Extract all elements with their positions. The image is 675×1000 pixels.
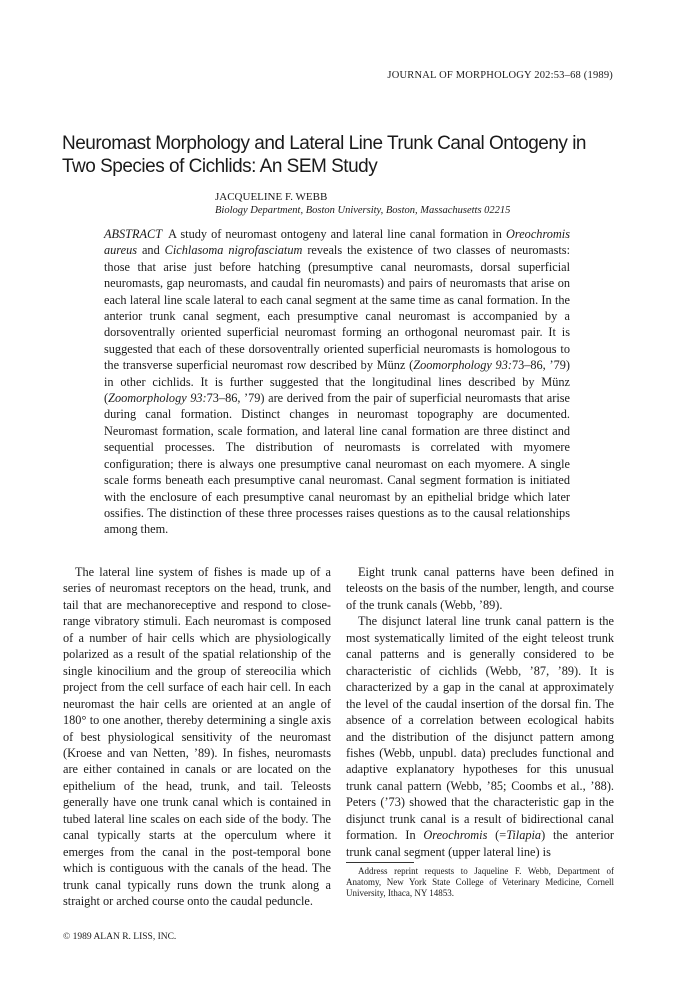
abstract-label: ABSTRACT — [104, 227, 163, 241]
species-name: Oreochromis aureus — [104, 227, 570, 258]
journal-header: JOURNAL OF MORPHOLOGY 202:53–68 (1989) — [387, 70, 613, 81]
body-paragraph: The lateral line system of fishes is made up of a series of neuromast receptors on the head, trunk, and tail that are mechanoreceptive and respond to close-range vibratory stimuli. Each neuromast is composed of a number of hair cells which are physiologically polarized as a result of the spatial relationship of the single kinocilium and the group of stereocilia which project from the cell surface of each hair cell. In each neuromast the hair cells are oriented at an angle of 180° to one another, thereby determining a single axis of best physiological sensitivity of the neuromast (Kroese and van Netten, ’89). In fishes, neuromasts are either contained in canals or are located on the epithelium of the head, trunk, and tail. Teleosts generally have one trunk canal which is contained in tubed lateral line scales on each side of the body. The canal typically starts at the operculum where it emerges from the canal in the post-temporal bone which is contiguous with the canals of the head. The trunk canal typically runs down the trunk along a straight or arched course onto the caudal peduncle. — [63, 565, 331, 909]
abstract-text: 73–86, ’79) are derived from the pair of superficial neuromasts that arise during canal formation. Distinct changes in neuromast topography are documented. Neuromast formation, scale formation, and lateral line canal formation are three distinct and sequential processes. The distribution of neuromasts is correlated with myomere configuration; there is always one presumptive canal neuromast on each myomere. A single scale forms beneath each presumptive canal neuromast. Canal segment formation is initiated with the enclosure of each presumptive canal neuromast by an epithelial bridge which later ossifies. The distinction of these three processes raises questions as to the causal relationships among them. — [104, 391, 570, 537]
body-paragraph: Eight trunk canal patterns have been defined in teleosts on the basis of the number, length, and course of the trunk canals (Webb, ’89). — [346, 565, 614, 612]
abstract — [104, 226, 570, 538]
body-column-left — [63, 564, 331, 910]
author-name: JACQUELINE F. WEBB — [215, 191, 328, 203]
abstract-text: 73–86, ’79) in other cichlids. It is further suggested that the longitudinal lines described by Münz ( — [104, 358, 570, 406]
genus-name: Oreochromis — [423, 828, 488, 843]
citation-journal: Zoomorphology 93: — [108, 391, 207, 406]
author-affiliation: Biology Department, Boston University, Boston, Massachusetts 02215 — [215, 205, 511, 216]
abstract-text: and — [137, 243, 165, 258]
body-text: ) the anterior trunk canal segment (upper lateral line) is — [346, 828, 614, 859]
abstract-text: reveals the existence of two classes of neuromasts: those that arise just before hatching (presumptive canal neuromasts, dorsal superficial neuromasts, gap neuromasts, and caudal fin neuromasts) and pairs of neuromasts that arise on each lateral line scale lateral to each canal segment at the same time as canal formation. In the anterior trunk canal segment, each presumptive canal neuromast is accompanied by a dorsoventrally oriented superficial neuromast forming an orthogonal neuromast pair. It is suggested that each of these dorsoventrally oriented superficial neuromasts is homologous to the transverse superficial neuromast row described by Münz ( — [104, 243, 570, 373]
body-column-right — [346, 564, 614, 860]
copyright-notice: © 1989 ALAN R. LISS, INC. — [63, 932, 177, 942]
article-title: Neuromast Morphology and Lateral Line Trunk Canal Ontogeny in Two Species of Cichlids: An SEM Study — [62, 133, 586, 177]
citation-journal: Zoomorphology 93: — [413, 358, 512, 373]
footnote: Address reprint requests to Jaqueline F. Webb, Department of Anatomy, New York State College of Veterinary Medicine, Cornell University, Ithaca, NY 14853. — [346, 866, 614, 898]
genus-name: Tilapia — [506, 828, 542, 843]
footnote-divider — [346, 862, 414, 863]
species-name: Cichlasoma nigrofasciatum — [164, 243, 303, 258]
abstract-text: A study of neuromast ontogeny and lateral line canal formation in — [168, 227, 507, 241]
body-paragraph — [346, 613, 614, 860]
body-text: (= — [487, 828, 507, 843]
body-text: The disjunct lateral line trunk canal pattern is the most systematically limited of the eight teleost trunk canal patterns and is generally considered to be characteristic of cichlids (Webb, ’87, ’89). It is characterized by a gap in the canal at approximately the level of the caudal insertion of the dorsal fin. The absence of a correlation between ecological habits and the distribution of the disjunct pattern among fishes (Webb, unpubl. data) precludes functional and adaptive explanatory hypotheses for this unusual trunk canal pattern (Webb, ’85; Coombs et al., ’88). Peters (’73) showed that the characteristic gap in the disjunct trunk canal is a result of bidirectional canal formation. In — [346, 614, 614, 843]
